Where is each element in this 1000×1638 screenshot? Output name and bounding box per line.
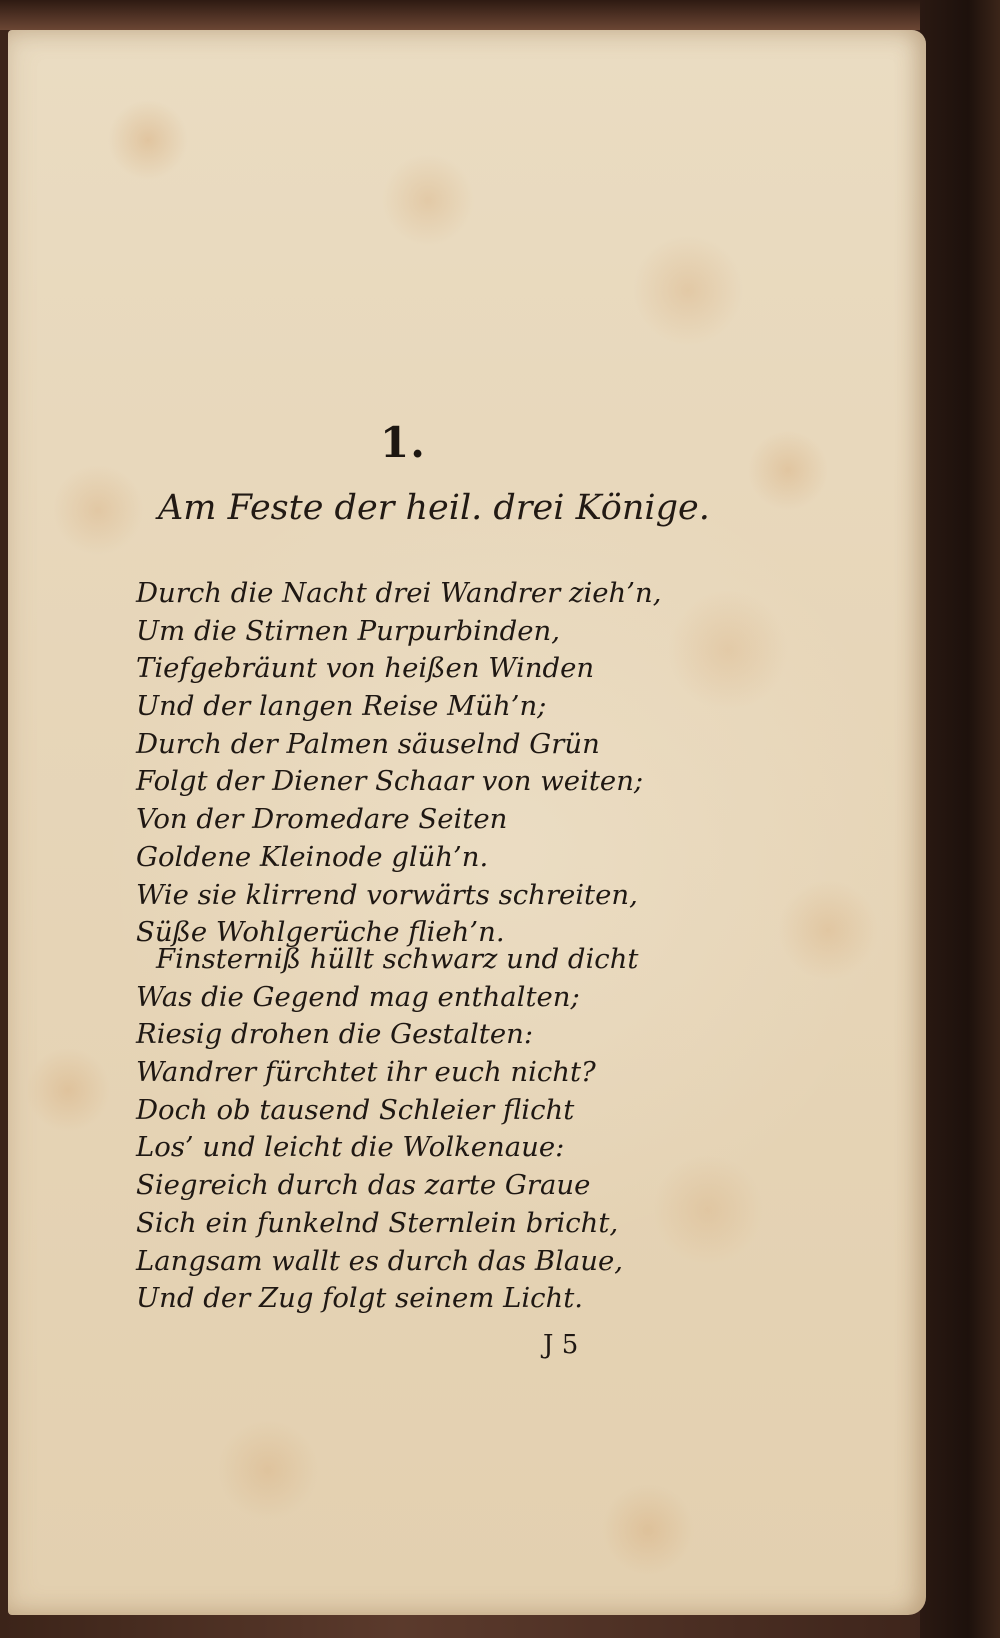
poem-line: Und der langen Reise Müh’n; bbox=[136, 690, 547, 723]
poem-line: Durch die Nacht drei Wandrer zieh’n, bbox=[136, 577, 662, 609]
poem-line: Folgt der Diener Schaar von weiten; bbox=[136, 765, 644, 798]
poem-line: Durch der Palmen säuselnd Grün bbox=[136, 727, 600, 760]
poem-line: Wie sie klirrend vorwärts schreiten, bbox=[136, 878, 638, 911]
cover-edge-right bbox=[920, 0, 1000, 1638]
poem-line: Sich ein funkelnd Sternlein bricht, bbox=[136, 1206, 619, 1239]
poem-line: Und der Zug folgt seinem Licht. bbox=[136, 1282, 584, 1315]
poem-title: Am Feste der heil. drei Könige. bbox=[158, 488, 710, 528]
signature-mark: J 5 bbox=[543, 1330, 579, 1360]
poem-line: Riesig drohen die Gestalten: bbox=[136, 1018, 534, 1051]
poem-line: Goldene Kleinode glüh’n. bbox=[136, 840, 489, 873]
poem-line: Wandrer fürchtet ihr euch nicht? bbox=[136, 1056, 596, 1089]
chapter-number: 1. bbox=[380, 418, 426, 467]
stanza-1 bbox=[136, 575, 696, 952]
stanza-2 bbox=[136, 941, 696, 1318]
poem-line: Was die Gegend mag enthalten; bbox=[136, 980, 580, 1013]
cover-edge-top bbox=[0, 0, 1000, 30]
poem-line: Siegreich durch das zarte Graue bbox=[136, 1169, 591, 1202]
poem-line: Um die Stirnen Purpurbinden, bbox=[136, 614, 560, 647]
poem-line: Tiefgebräunt von heißen Winden bbox=[136, 652, 595, 685]
poem-line: Langsam wallt es durch das Blaue, bbox=[136, 1244, 624, 1277]
poem-line: Süße Wohlgerüche flieh’n. bbox=[136, 916, 505, 949]
poem-line: Doch ob tausend Schleier flicht bbox=[136, 1093, 575, 1126]
poem-line: Von der Dromedare Seiten bbox=[136, 803, 508, 836]
poem-line: Finsterniß hüllt schwarz und dicht bbox=[156, 943, 639, 975]
book-page bbox=[8, 30, 926, 1615]
poem-line: Los’ und leicht die Wolkenaue: bbox=[136, 1131, 565, 1164]
